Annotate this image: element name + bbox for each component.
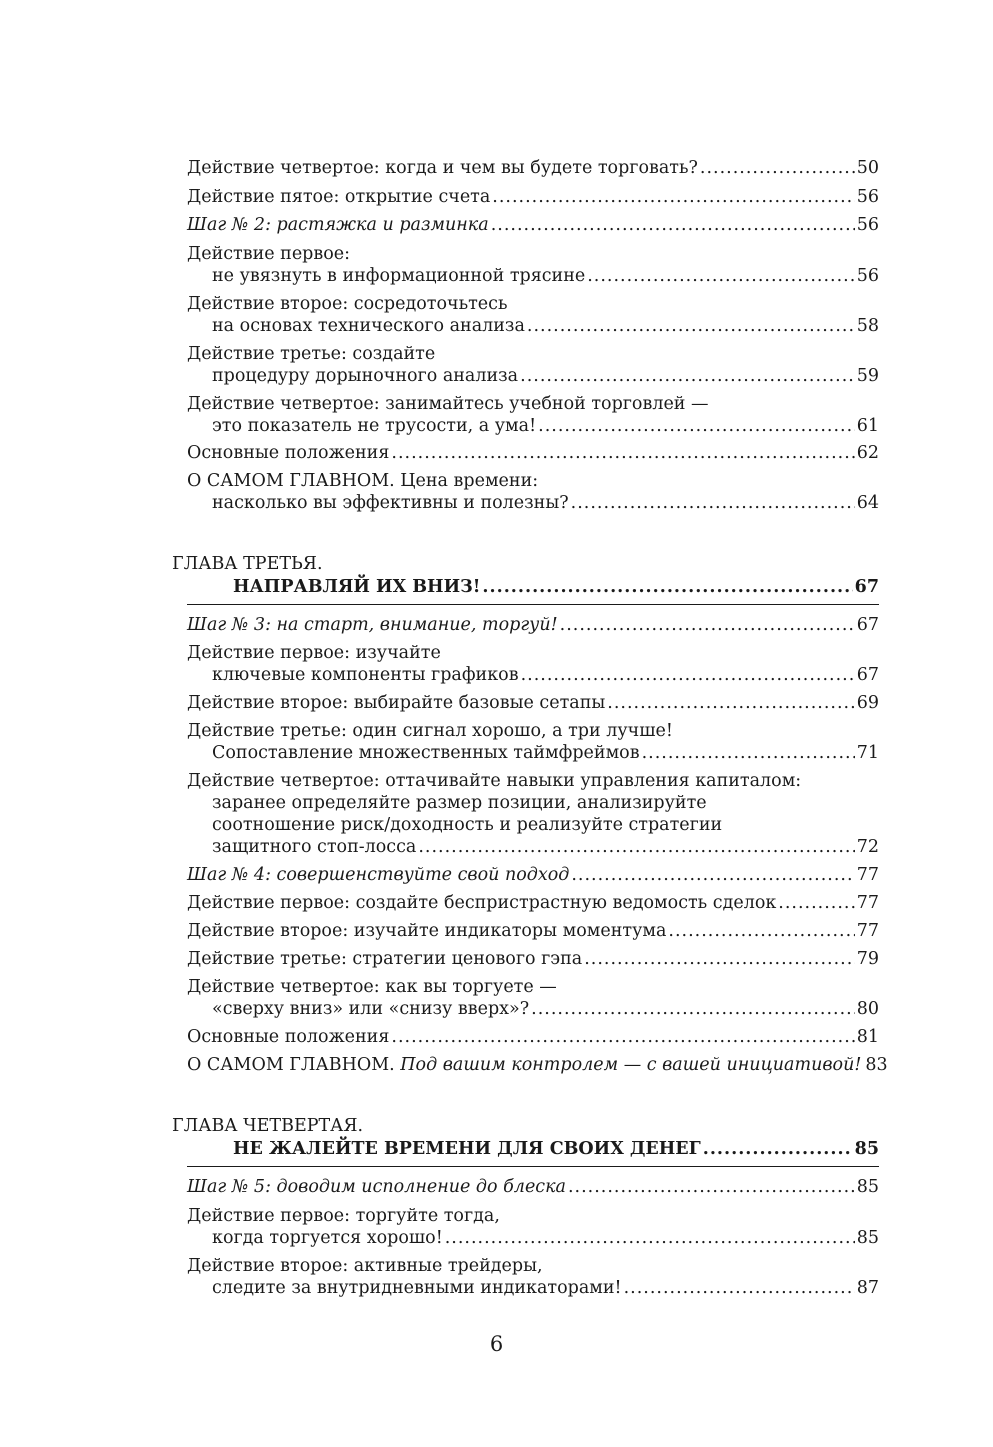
toc-entry-page: 87 (856, 1278, 879, 1298)
toc-entry (187, 1026, 879, 1048)
toc-entry-step (187, 1176, 879, 1198)
page-number: 6 (489, 1332, 504, 1356)
toc-entry-title-italic: Под вашим контролем — с вашей инициативой! (400, 1055, 862, 1075)
toc-entry-continuation: ключевые компоненты графиков (212, 665, 519, 685)
chapter-title-text: НАПРАВЛЯЙ ИХ ВНИЗ! (233, 577, 481, 597)
toc-entry-continuation: на основах технического анализа (212, 316, 525, 336)
toc-entry-page: 83 (865, 1055, 888, 1075)
toc-entry-continuation: Сопоставление множественных таймфреймов (212, 743, 640, 763)
toc-entry-title: Действие третье: один сигнал хорошо, а три лучше! (187, 721, 673, 741)
toc-entry-step (187, 864, 879, 886)
toc-entry (187, 186, 879, 208)
toc-entry-continuation: следите за внутридневными индикаторами! (212, 1278, 622, 1298)
toc-entry (187, 442, 879, 464)
toc-entry-title: Действие пятое: открытие счета (187, 187, 491, 207)
toc-entry (187, 770, 879, 858)
toc-entry-title: Действие второе: выбирайте базовые сетапы (187, 693, 606, 713)
toc-entry-page: 80 (856, 999, 879, 1019)
toc-entry (187, 892, 879, 914)
chapter-title-text: НЕ ЖАЛЕЙТЕ ВРЕМЕНИ ДЛЯ СВОИХ ДЕНЕГ (233, 1139, 701, 1159)
toc-entry-continuation: защитного стоп-лосса (212, 837, 417, 857)
toc-entry-title-caps: О САМОМ ГЛАВНОМ. (187, 1055, 395, 1075)
toc-entry (187, 393, 879, 437)
toc-entry-page: 67 (856, 615, 879, 635)
toc-entry (187, 692, 879, 714)
toc-entry-continuation: «сверху вниз» или «снизу вверх»? (212, 999, 530, 1019)
toc-entry-title: Действие второе: сосредоточьтесь (187, 294, 508, 314)
toc-entry-page: 59 (856, 366, 879, 386)
toc-entry-continuation: заранее определяйте размер позиции, анализируйте (212, 793, 707, 813)
toc-entry-title: Действие четвертое: когда и чем вы будете торговать? (187, 158, 698, 178)
toc-entry-page: 81 (856, 1027, 879, 1047)
chapter-label: ГЛАВА ЧЕТВЕРТАЯ. (172, 1116, 364, 1136)
toc-entry-page: 61 (856, 416, 879, 436)
toc-entry-title: Действие третье: стратегии ценового гэпа (187, 949, 583, 969)
toc-entry-continuation: насколько вы эффективны и полезны? (212, 493, 569, 513)
toc-entry-page: 72 (856, 837, 879, 857)
toc-entry-page: 77 (856, 921, 879, 941)
toc-entry-page: 77 (856, 865, 879, 885)
chapter-divider (187, 604, 879, 605)
toc-entry-page: 79 (856, 949, 879, 969)
toc-entry-title: Шаг № 5: доводим исполнение до блеска (187, 1177, 566, 1197)
chapter-title (233, 576, 879, 598)
toc-entry-page: 71 (856, 743, 879, 763)
toc-entry-step (187, 214, 879, 236)
toc-entry-page: 69 (856, 693, 879, 713)
toc-entry-page: 64 (856, 493, 879, 513)
toc-entry-continuation: это показатель не трусости, а ума! (212, 416, 537, 436)
toc-entry-page: 56 (856, 215, 879, 235)
chapter-label: ГЛАВА ТРЕТЬЯ. (172, 554, 323, 574)
toc-entry (187, 157, 879, 179)
toc-entry-title: Действие четвертое: как вы торгуете — (187, 977, 557, 997)
toc-entry-title: Шаг № 2: растяжка и разминка (187, 215, 489, 235)
toc-entry-title (187, 1054, 861, 1076)
chapter-title-page: 67 (854, 577, 879, 597)
toc-entry-title: Действие первое: торгуйте тогда, (187, 1206, 500, 1226)
toc-entry (187, 1205, 879, 1249)
toc-entry (187, 470, 879, 514)
toc-entry-title: Основные положения (187, 443, 390, 463)
toc-entry-title: Шаг № 3: на старт, внимание, торгуй! (187, 615, 558, 635)
toc-entry-page: 50 (856, 158, 879, 178)
toc-entry (187, 343, 879, 387)
toc-entry (187, 976, 879, 1020)
toc-entry-title: Действие четвертое: занимайтесь учебной торговлей — (187, 394, 709, 414)
toc-entry (187, 293, 879, 337)
toc-entry (187, 243, 879, 287)
toc-entry-continuation: не увязнуть в информационной трясине (212, 266, 586, 286)
toc-entry-title: Действие первое: (187, 244, 351, 264)
toc-entry-title: Действие первое: изучайте (187, 643, 441, 663)
toc-entry (187, 920, 879, 942)
toc-entry (187, 948, 879, 970)
toc-entry-title: Действие первое: создайте беспристрастную ведомость сделок (187, 893, 777, 913)
toc-entry-page: 56 (856, 266, 879, 286)
toc-entry-continuation: когда торгуется хорошо! (212, 1228, 443, 1248)
chapter-title-page: 85 (854, 1139, 879, 1159)
toc-entry-page: 85 (856, 1228, 879, 1248)
toc-entry-step (187, 614, 879, 636)
toc-entry-title: Действие второе: изучайте индикаторы моментума (187, 921, 667, 941)
toc-entry-page: 77 (856, 893, 879, 913)
toc-entry-page: 67 (856, 665, 879, 685)
chapter-title (233, 1138, 879, 1160)
toc-entry-page: 58 (856, 316, 879, 336)
toc-entry (187, 1054, 888, 1076)
toc-entry (187, 720, 879, 764)
toc-entry-title: Действие второе: активные трейдеры, (187, 1256, 543, 1276)
toc-entry-title: Действие четвертое: оттачивайте навыки управления капиталом: (187, 771, 802, 791)
toc-entry-title: Шаг № 4: совершенствуйте свой подход (187, 865, 570, 885)
toc-entry-page: 62 (856, 443, 879, 463)
toc-entry-continuation: процедуру дорыночного анализа (212, 366, 519, 386)
toc-entry-page: 85 (856, 1177, 879, 1197)
toc-entry-title: Основные положения (187, 1027, 390, 1047)
toc-entry-continuation: соотношение риск/доходность и реализуйте стратегии (212, 815, 723, 835)
toc-entry-page: 56 (856, 187, 879, 207)
chapter-divider (187, 1166, 879, 1167)
toc-entry-title: Действие третье: создайте (187, 344, 436, 364)
toc-entry-title: О САМОМ ГЛАВНОМ. Цена времени: (187, 471, 539, 491)
toc-entry (187, 1255, 879, 1299)
toc-entry (187, 642, 879, 686)
